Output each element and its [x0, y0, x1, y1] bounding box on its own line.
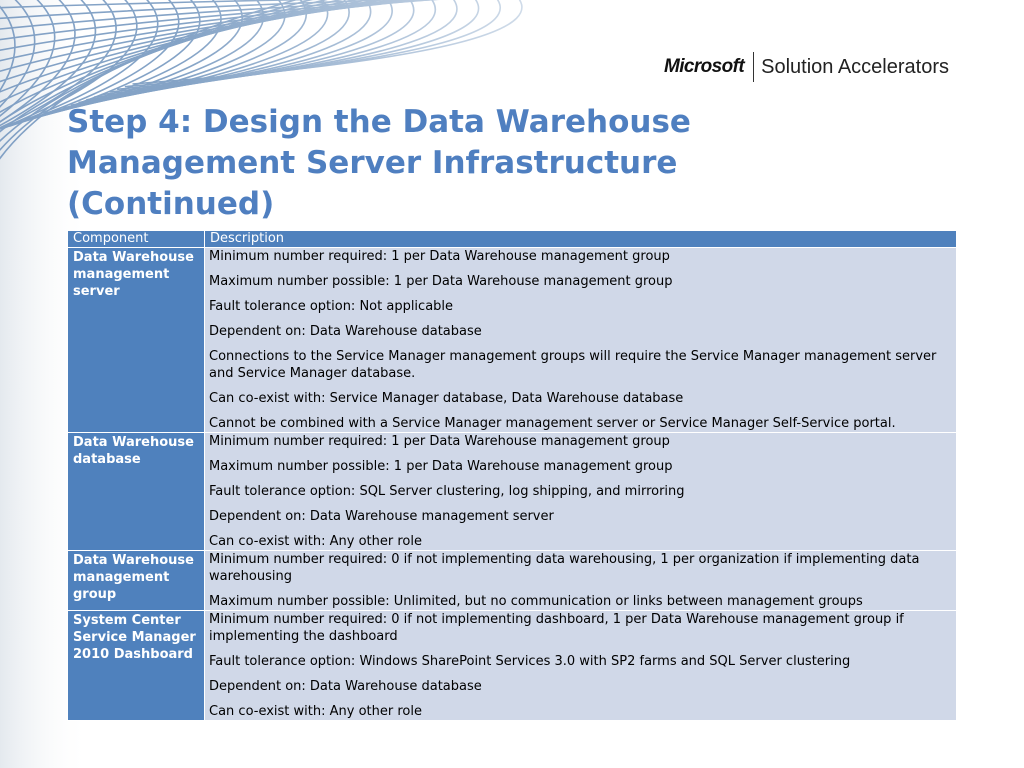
description-line: Cannot be combined with a Service Manager management server or Service Manager Self-Service portal. [209, 416, 896, 431]
microsoft-wordmark: Microsoft [664, 56, 745, 77]
description-line: Dependent on: Data Warehouse database [209, 324, 482, 339]
description-column-header: Description [205, 231, 957, 248]
table-header-row [68, 231, 957, 248]
description-cell [205, 611, 957, 721]
description-line: Maximum number possible: Unlimited, but no communication or links between management groups [209, 594, 863, 609]
description-line: Fault tolerance option: SQL Server clustering, log shipping, and mirroring [209, 484, 685, 499]
component-table [67, 230, 957, 721]
description-line: Minimum number required: 1 per Data Warehouse management group [209, 434, 670, 449]
description-line: Dependent on: Data Warehouse management server [209, 509, 554, 524]
component-name-cell: Data Warehouse database [68, 433, 205, 551]
description-line: Fault tolerance option: Windows SharePoint Services 3.0 with SP2 farms and SQL Server clustering [209, 654, 851, 669]
microsoft-solution-accelerators-logo [664, 50, 949, 84]
description-line: Connections to the Service Manager management groups will require the Service Manager management server and Service Manager database. [209, 349, 937, 381]
component-name-cell: Data Warehouse management server [68, 248, 205, 433]
description-line: Can co-exist with: Any other role [209, 704, 422, 719]
logo-divider [753, 52, 754, 82]
description-line: Minimum number required: 1 per Data Warehouse management group [209, 249, 670, 264]
description-line: Minimum number required: 0 if not implementing dashboard, 1 per Data Warehouse management group if implementing the dashboard [209, 612, 904, 644]
table-row [68, 248, 957, 433]
description-line: Maximum number possible: 1 per Data Warehouse management group [209, 274, 673, 289]
description-cell [205, 551, 957, 611]
description-line: Fault tolerance option: Not applicable [209, 299, 454, 314]
description-line: Can co-exist with: Service Manager database, Data Warehouse database [209, 391, 684, 406]
component-name-cell: Data Warehouse management group [68, 551, 205, 611]
solution-accelerators-wordmark: Solution Accelerators [761, 55, 949, 78]
description-line: Can co-exist with: Any other role [209, 534, 422, 549]
description-cell [205, 433, 957, 551]
description-line: Dependent on: Data Warehouse database [209, 679, 482, 694]
description-cell [205, 248, 957, 433]
component-name-cell: System Center Service Manager 2010 Dashboard [68, 611, 205, 721]
slide-title: Step 4: Design the Data Warehouse Management Server Infrastructure (Continued) [67, 104, 691, 222]
component-column-header: Component [68, 231, 205, 248]
table-row [68, 611, 957, 721]
table-row [68, 551, 957, 611]
description-line: Minimum number required: 0 if not implementing data warehousing, 1 per organization if implementing data warehousing [209, 552, 920, 584]
description-line: Maximum number possible: 1 per Data Warehouse management group [209, 459, 673, 474]
table-row [68, 433, 957, 551]
